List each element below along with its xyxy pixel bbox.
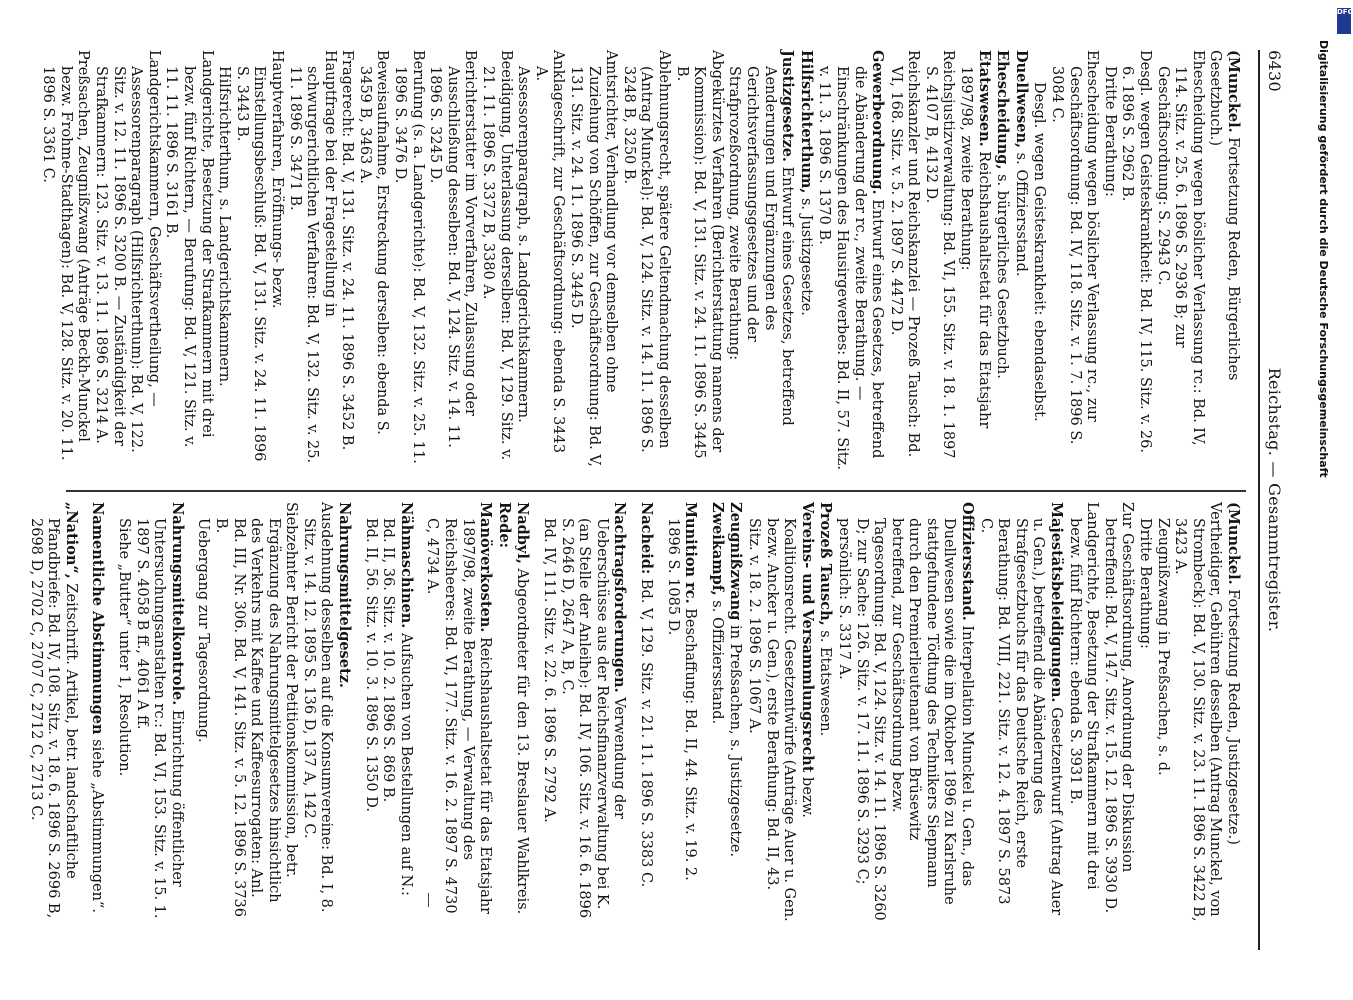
index-entry [1153, 50, 1206, 470]
entry-text: Bd. II, 56. Sitz. v. 10. 3. 1896 S. 1350 D. [362, 518, 379, 812]
entry-text: Fortsetzung Reden, Bürgerliches Gesetzbuch.) [1207, 50, 1241, 381]
index-entry [726, 502, 745, 922]
entry-text: Uebergang zur Tagesordnung. [195, 518, 212, 743]
index-entry [796, 50, 815, 470]
index-entry [1153, 502, 1171, 922]
index-entry [636, 502, 655, 922]
index-entry [707, 502, 726, 922]
index-entry [162, 50, 215, 470]
index-entry [531, 50, 566, 470]
entry-keyword: Nahrungsmittelkontrole. [168, 502, 186, 706]
index-entry [1118, 50, 1153, 470]
entry-keyword: Nadbyl, [514, 502, 532, 564]
index-entry [285, 50, 338, 470]
entry-keyword: Nahrungsmittelgesetz. [336, 502, 354, 688]
entry-keyword: Namentliche Abstimmungen [89, 502, 107, 735]
entry-text: Reichshaushaltsetat für das Etatsjahr 1897/98, zweite Berathung: [958, 66, 992, 429]
entry-text: Amtsrichter, Verhandlung vor demselben ohne Zuziehung von Schöffen, zur Geschäftsordnung: Bd. V, 131. Sitz. v. 24. 11. 1896 S. 3445 D. [568, 50, 620, 467]
index-entry [957, 50, 993, 470]
entry-text: siehe „Abstimmungen“. [89, 734, 106, 913]
index-entry [725, 50, 796, 470]
index-entry [663, 502, 699, 922]
entry-keyword: Nacheid: [638, 502, 655, 575]
entry-gap [80, 502, 88, 922]
index-entry [88, 502, 107, 922]
column-divider [66, 490, 1246, 492]
entry-gap [699, 502, 707, 922]
entry-keyword: (Munckel. [1225, 50, 1242, 133]
entry-text: Bd. II, 36. Sitz. v. 10. 2. 1896 S. 869 B. [380, 518, 397, 803]
entry-keyword: Rede: [495, 502, 513, 548]
entry-keyword: Ehescheidung, [994, 50, 1012, 170]
index-entry [1206, 50, 1242, 470]
entry-text: Beschaffung: Bd. II, 44. Sitz. v. 19. 2. 1896 S. 1085 D. [664, 518, 699, 881]
index-entry [514, 50, 532, 470]
entry-text: Berichterstatter im Vorverfahren, Zulassung oder Ausschließung desselben: Bd. V, 124. Sitz. v. 14. 11. 1896 S. 3245 D. [427, 50, 479, 448]
entry-gap [655, 502, 663, 922]
index-entry [194, 502, 212, 922]
entry-text: Anklageschrift, zur Geschäftsordnung: ebenda S. 3443 A. [532, 50, 567, 454]
entry-keyword: Gewerbeordnung. [869, 50, 887, 195]
index-entry [1030, 50, 1048, 470]
entry-keyword: Nähmaschinen. [397, 502, 415, 629]
index-entry [834, 502, 976, 922]
entry-text: Zur Geschäftsordnung, Anordnung der Diskussion betreffend: Bd. V, 147. Sitz. v. 15. 12. 1896 S. 3930 D. [1101, 502, 1136, 914]
entry-text: Abgekürztes Verfahren (Berichterstattung namens der Kommission): Bd. V, 131. Sitz. v. 24. 11. 1896 S. 3445 B. [673, 50, 725, 459]
index-entry [619, 50, 672, 470]
entry-keyword: Duellwesen, [1012, 50, 1030, 149]
entry-text: Vertheidiger, Gebühren desselben (Antrag Munckel, von Strombeck): Bd. V, 130. Sitz. v. 23. 11. 1896 S. 3422 B, 3423 A. [1172, 502, 1224, 922]
index-entry [993, 50, 1012, 470]
entry-keyword: Manöverkosten. [477, 502, 495, 633]
entry-keyword: Vereins- und Versammlungsrecht [798, 502, 816, 773]
entry-text: s. Justizgesetze. [797, 193, 814, 316]
page-title: Reichstag. — Gesammtregister. [1265, 367, 1284, 633]
entry-text: Assessorenparagraph, s. Landgerichtskammern. [515, 66, 532, 423]
entry-gap [531, 502, 539, 922]
entry-gap [106, 502, 114, 922]
index-entry [1011, 50, 1030, 470]
entry-text: Zeugnißzwang in Preßsachen, s. d. [1154, 518, 1171, 776]
entry-keyword: Offiziersstand. [959, 502, 977, 621]
index-entry [391, 50, 426, 470]
entry-text: Interpellation Munckel u. Gen., das Duellwesen sowie die im Oktober 1896 zu Karlsruhe stattgefundene Tödtung des Technikers Siepmann durch den Premierlieutenant von Brüsewitz betreffend, zur Geschäftsordnung bezw. Tagesordnung: Bd. V, 124. Sitz. v. 14. 11. 1896 S. 3260 D; zur Sache: 126. Sitz. v. 17. 11. 1896 S. 3293 C; persönlich: S. 3317 A. [835, 518, 976, 921]
entry-text: Beeidigung, Unterlassung derselben: Bd. V, 129. Sitz. v. 21. 11. 1896 S. 3372 B, 3380 A. [480, 50, 514, 461]
page-number: 6430 [1265, 50, 1284, 92]
entry-keyword: Hilfsrichterthum, [797, 50, 815, 194]
left-column [40, 50, 1242, 470]
index-entry [1100, 502, 1135, 922]
index-entry [39, 50, 92, 470]
right-column [27, 502, 1242, 922]
entry-text: Zeitschrift. Artikel, betr. landschaftliche Pfandbriefe: Bd. IV, 108. Sitz. v. 18. 6. 1896 S. 2696 B, 2698 D, 2702 C, 2707 C, 2712 C, 2713 C. [27, 518, 79, 919]
index-entry [379, 502, 397, 922]
entry-keyword: Munition rc. [682, 502, 700, 604]
index-entry [672, 50, 725, 470]
entry-text: Dritte Berathung: [1137, 518, 1154, 649]
entry-keyword: Etatswesen. [975, 50, 993, 147]
index-entry [1135, 502, 1153, 922]
entry-keyword: (Munckel. [1225, 502, 1242, 585]
index-entry [361, 502, 379, 922]
entry-text: Landgerichte, Besetzung der Strafkammern mit drei bezw. fünf Richtern, — Berufung: Bd. V, 121. Sitz. v. 11. 11. 1896 S. 3161 B. [163, 50, 215, 448]
entry-text: Beweisaufnahme, Erstreckung derselben: ebenda S. 3459 B, 3463 A. [356, 50, 391, 435]
entry-text: bezw. Koalitionsrecht. Gesetzentwürfe (Anträge Auer u. Gen. bezw. Ancker u. Gen.), erste Berathung: Bd. II, 43. Sitz. v. 18. 2. 1896 S. 1067 A. [745, 518, 815, 922]
entry-text: Preßsachen, Zeugnißzwang (Anträge Beckh-Munckel bezw. Frohme-Stadthagen): Bd. V, 128. Sitz. v. 20. 11. 1896 S. 3361 C. [40, 50, 92, 461]
index-entry [215, 50, 233, 470]
index-entry [921, 50, 956, 470]
index-entry [211, 502, 299, 922]
dfg-logo: DFG [1337, 8, 1351, 34]
entry-text: Reichsjustizverwaltung: Bd. VI, 155. Sitz. v. 18. 1. 1897 S. 4107 B, 4132 D. [922, 50, 957, 459]
index-entry [91, 50, 161, 470]
entry-text: Ehescheidung wegen böslicher Verlassung rc.: Bd. IV, 114. Sitz. v. 25. 6. 1896 S. 2936 B; zur Geschäftsordnung: S. 2943 C. [1154, 50, 1206, 446]
entry-gap [628, 502, 636, 922]
index-entry [132, 502, 186, 922]
entry-text: Fragerecht: Bd. V, 131. Sitz. v. 24. 11. 1896 S. 3452 B. [339, 50, 356, 451]
entry-keyword: Prozeß Tausch, [817, 502, 835, 626]
index-entry [816, 502, 835, 922]
entry-keyword: Nachtragsforderungen. [611, 502, 629, 693]
index-entry [335, 502, 354, 922]
entry-text: Berufung (s. a. Landgerichte): Bd. V, 132. Sitz. v. 25. 11. 1896 S. 3476 D. [392, 50, 426, 464]
entry-text: Hilfsrichterthum, s. Landgerichtskammern. [216, 66, 233, 387]
index-entry [26, 502, 80, 922]
index-entry [114, 502, 132, 922]
index-entry [513, 502, 532, 922]
entry-keyword: „Nation“, [62, 502, 80, 579]
entry-text: Siehe „Butter“ unter 1, Resolution. [115, 518, 132, 777]
index-entry [426, 50, 479, 470]
entry-text: Ausdehnung desselben auf die Konsumvereine: Bd. I, 8. Sitz. v. 14. 12. 1895 S. 136 D, 137 A, 142 C. [300, 502, 335, 913]
entry-text: s. Offiziersstand. [708, 595, 725, 725]
entry-text: Dritte Berathung: [1101, 66, 1118, 197]
index-entry [744, 502, 815, 922]
index-entry [1171, 502, 1224, 922]
index-entry [299, 502, 334, 922]
entry-text: Einrichtung öffentlicher Untersuchungsanstalten rc.: Bd. VI, 153. Sitz. v. 15. 1. 1897 S. 4058 B ff., 4061 A ff. [133, 518, 185, 919]
header-rule [1258, 50, 1260, 950]
digitization-credit: Digitalisierung gefördert durch die Deutsche Forschungsgemeinschaft [1317, 40, 1330, 478]
entry-text: Landgerichte, Besetzung der Strafkammern mit drei bezw. fünf Richtern: ebenda S. 3931 B. [1066, 502, 1101, 890]
entry-text: Hauptfrage bei der Fragestellung in schwurgerichtlichen Verfahren: Bd. V, 132. Sitz. v. 25. 11. 1896 S. 3471 B. [286, 50, 338, 464]
entry-text: Abgeordneter für den 13. Breslauer Wahlkreis. [514, 563, 531, 915]
page-header [1254, 50, 1290, 950]
entry-text: s. bürgerliches Gesetzbuch. [994, 169, 1011, 379]
entry-text: Aufsuchen von Bestellungen auf N.: [397, 628, 414, 896]
entry-text: Ehescheidung wegen böslicher Verlassung rc., zur Geschäftsordnung: Bd. IV, 118. Sitz. v. 1. 7. 1896 S. 3084 C. [1049, 50, 1101, 445]
entry-text: Ablehnungsrecht, spätere Geltendmachung desselben (Antrag Munckel): Bd. V, 124. Sitz. v. 14. 11. 1896 S. 3248 B, 3250 B. [620, 50, 672, 453]
entry-text: Hauptverfahren, Eröffnungs- bezw. Einstellungsbeschluß: Bd. V, 131. Sitz. v. 24. 11. 1896 S. 3443 B. [233, 50, 285, 462]
entry-keyword: Justizgesetze. [779, 50, 797, 162]
entry-gap [186, 502, 194, 922]
entry-text: Gesetzentwurf (Antrag Auer u. Gen.), betreffend die Abänderung des Strafgesetzbuchs für das Deutsche Reich, erste Berathung: Bd. VIII, 221. Sitz. v. 12. 4. 1897 S. 5873 C. [977, 518, 1065, 916]
index-entry [396, 502, 415, 922]
index-entry [478, 50, 513, 470]
index-entry [886, 50, 921, 470]
entry-gap [415, 502, 423, 922]
entry-text: Siebzehnter Bericht der Petitionskommission, betr. Ergänzung des Nahrungsmittelgesetzes hinsichtlich des Verkehrs mit Kaffee und Kaffeesurrogaten: Anl. Bd. III, Nr. 306. Bd. V, 141. Sitz. v. 5. 12. 1896 S. 3736 B. [212, 502, 300, 918]
entry-text: Reichshaushaltsetat für das Etatsjahr 1897/98, zweite Berathung, — Verwaltung des Reichsheeres: Bd. VI, 177. Sitz. v. 16. 2. 1897 S. 4730 C, 4734 A. [424, 518, 494, 915]
entry-keyword: Zweikampf, [708, 502, 726, 596]
index-entry [539, 502, 557, 922]
index-entry [1100, 50, 1118, 470]
entry-text: Entwurf eines Gesetzes, betreffend Aenderungen und Ergänzungen des Gerichtsverfassungsgesetzes und der Strafprozeßordnung, zweite Berathung: [726, 66, 796, 426]
entry-text: Landgerichtskammern, Geschäftsvertheilung, — Assessorenparagraph (Hilfsrichterthum): Bd. V, 122. Sitz. v. 12. 11. 1896 S. 3200 B. — Zuständigkeit der Strafkammern: 123. Sitz. v. 13. 11. 1896 S. 3214 A. [93, 50, 162, 453]
index-entry [557, 502, 628, 922]
index-entry [338, 50, 356, 470]
index-entry [976, 502, 1065, 922]
margin-mark [428, 893, 429, 907]
index-entry [1065, 502, 1100, 922]
index-entry [423, 502, 494, 922]
index-entry [355, 50, 390, 470]
entry-text: s. Etatswesen. [817, 625, 834, 737]
index-entry [1047, 50, 1100, 470]
index-entry [1223, 502, 1242, 922]
entry-gap [353, 502, 361, 922]
entry-text: Bd. IV, 111. Sitz. v. 22. 6. 1896 S. 2792 A. [541, 518, 558, 823]
entry-keyword: Majestätsbeleidigungen. [1048, 502, 1066, 703]
index-entry [815, 50, 886, 470]
entry-text: in Preßsachen, s. Justizgesetze. [727, 620, 744, 858]
register-page [27, 50, 1290, 950]
entry-text: Desgl. wegen Geisteskrankheit: Bd. IV, 115. Sitz. v. 26. 6. 1896 S. 2962 B. [1119, 50, 1154, 453]
entry-text: Entwurf eines Gesetzes, betreffend die Abänderung der rc., zweite Berathung. — Einschränkungen des Hausirgewerbes: Bd. II, 57. Sitz. v. 11. 3. 1896 S. 1370 B. [816, 66, 886, 470]
index-entry [494, 502, 513, 922]
entry-text: Verwendung der Ueberschüsse aus der Reichsfinanzverwaltung bei K. (an Stelle der Anleihe): Bd. IV, 106. Sitz. v. 16. 6. 1896 S. 2646 D, 2647 A, B, C. [558, 518, 628, 919]
entry-text: s. Offiziersstand. [1012, 148, 1029, 277]
entry-text: Fortsetzung Reden, Justizgesetze.) [1225, 584, 1241, 845]
index-entry [566, 50, 619, 470]
index-entry [232, 50, 285, 470]
entry-text: Reichskanzler und Reichskanzlei — Prozeß Tausch: Bd. VI, 168. Sitz. v. 5. 2. 1897 S. 4472 D. [887, 50, 922, 458]
entry-text: Desgl. wegen Geisteskrankheit: ebendaselbst. [1031, 82, 1048, 422]
entry-keyword: Zeugnißzwang [727, 502, 745, 621]
entry-text: Bd. V, 129. Sitz. v. 21. 11. 1896 S. 3383 C. [638, 574, 654, 888]
